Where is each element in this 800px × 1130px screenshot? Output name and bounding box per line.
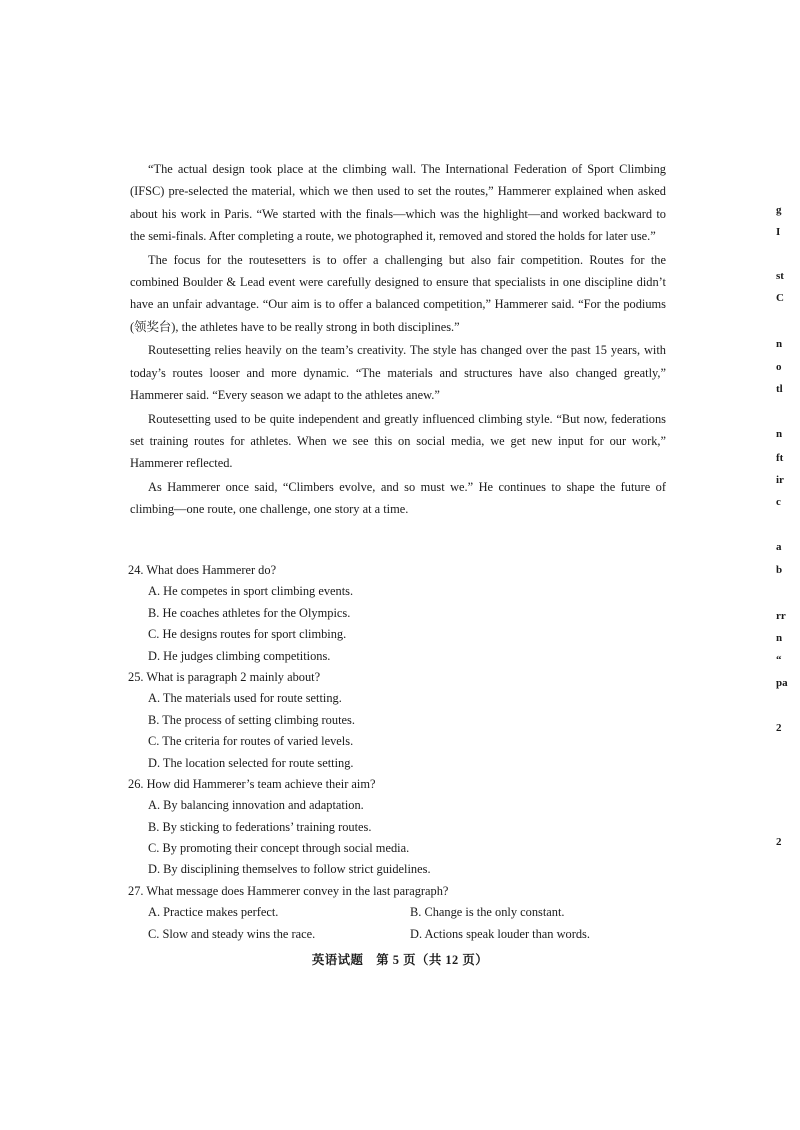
question-list — [128, 560, 668, 945]
passage-paragraph-3: Routesetting relies heavily on the team’s creativity. The style has changed over the past 15 years, with today’s routes looser and more dynamic. “The materials and structures have also changed greatly,” Hammerer said. “Every season we adapt to the athletes anew.” — [130, 343, 666, 402]
edge-fragment: pa — [776, 677, 788, 689]
question-stem: 24. What does Hammerer do? — [128, 563, 277, 577]
edge-fragment: b — [776, 564, 783, 576]
passage-paragraph-4: Routesetting used to be quite independent and greatly influenced climbing style. “But now, federations set training routes for athletes. When we see this on social media, we get new input for our work,” Hammerer reflected. — [130, 411, 666, 471]
edge-fragment: st — [776, 270, 784, 282]
question-25 — [128, 667, 668, 774]
option-c: C. By promoting their concept through social media. — [148, 841, 410, 856]
option-c: C. Slow and steady wins the race. — [148, 926, 316, 941]
option-a: A. Practice makes perfect. — [148, 905, 279, 920]
edge-fragment: 2 — [776, 722, 782, 734]
reading-passage — [130, 158, 666, 522]
edge-fragment: ir — [776, 474, 784, 486]
option-a: A. He competes in sport climbing events. — [148, 584, 354, 599]
option-c: C. He designs routes for sport climbing. — [148, 627, 347, 642]
edge-fragment: n — [776, 632, 783, 644]
edge-fragment: tl — [776, 383, 783, 395]
option-b: B. The process of setting climbing routes. — [148, 712, 355, 727]
edge-fragment: o — [776, 361, 782, 373]
edge-fragment: a — [776, 541, 782, 553]
edge-fragment: I — [776, 226, 781, 238]
passage-paragraph-2: The focus for the routesetters is to offer a challenging but also fair competition. Routes for the combined Boulder & Lead event were carefully designed to ensure that specialists in one discipline didn’t have an unfair advantage. “Our aim is to offer a balanced competition,” Hammerer said. “For the podiums (领奖台), the athletes have to be really strong in both disciplines.” — [130, 252, 666, 334]
option-d: D. He judges climbing competitions. — [148, 648, 331, 663]
edge-fragment: C — [776, 292, 784, 304]
edge-fragment: “ — [776, 654, 782, 666]
question-27 — [128, 881, 668, 945]
option-grid — [128, 902, 668, 945]
edge-fragment: 2 — [776, 836, 782, 848]
question-stem: 26. How did Hammerer’s team achieve their aim? — [128, 776, 376, 791]
option-d: D. Actions speak louder than words. — [410, 926, 590, 941]
edge-fragment: n — [776, 338, 783, 350]
page-footer: 英语试题 第 5 页（共 12 页） — [311, 953, 489, 967]
option-c: C. The criteria for routes of varied levels. — [148, 734, 354, 749]
option-b: B. By sticking to federations’ training routes. — [148, 819, 372, 834]
edge-fragment: rr — [776, 610, 786, 622]
edge-fragment: n — [776, 428, 783, 440]
edge-fragment: c — [776, 496, 781, 508]
option-b: B. Change is the only constant. — [410, 905, 565, 920]
edge-fragment: ft — [776, 452, 784, 464]
passage-paragraph-5: As Hammerer once said, “Climbers evolve, and so must we.” He continues to shape the future of climbing—one route, one challenge, one story at a time. — [130, 480, 666, 517]
option-d: D. The location selected for route setting. — [148, 755, 354, 770]
question-stem: 27. What message does Hammerer convey in the last paragraph? — [128, 883, 449, 898]
option-b: B. He coaches athletes for the Olympics. — [148, 605, 351, 620]
question-stem: 25. What is paragraph 2 mainly about? — [128, 669, 321, 684]
question-26 — [128, 774, 668, 881]
passage-paragraph-1: “The actual design took place at the climbing wall. The International Federation of Sport Climbing (IFSC) pre-selected the material, which we then used to set the routes,” Hammerer explained when asked about his work in Paris. “We started with the finals—which was the highlight—and worked backward to the semi-finals. After completing a route, we photographed it, removed and stored the holds for later use.” — [130, 162, 666, 243]
option-a: A. The materials used for route setting. — [148, 691, 342, 706]
edge-fragment: g — [776, 204, 782, 216]
option-d: D. By disciplining themselves to follow strict guidelines. — [148, 862, 431, 877]
question-24 — [128, 560, 668, 667]
option-a: A. By balancing innovation and adaptation. — [148, 798, 364, 813]
